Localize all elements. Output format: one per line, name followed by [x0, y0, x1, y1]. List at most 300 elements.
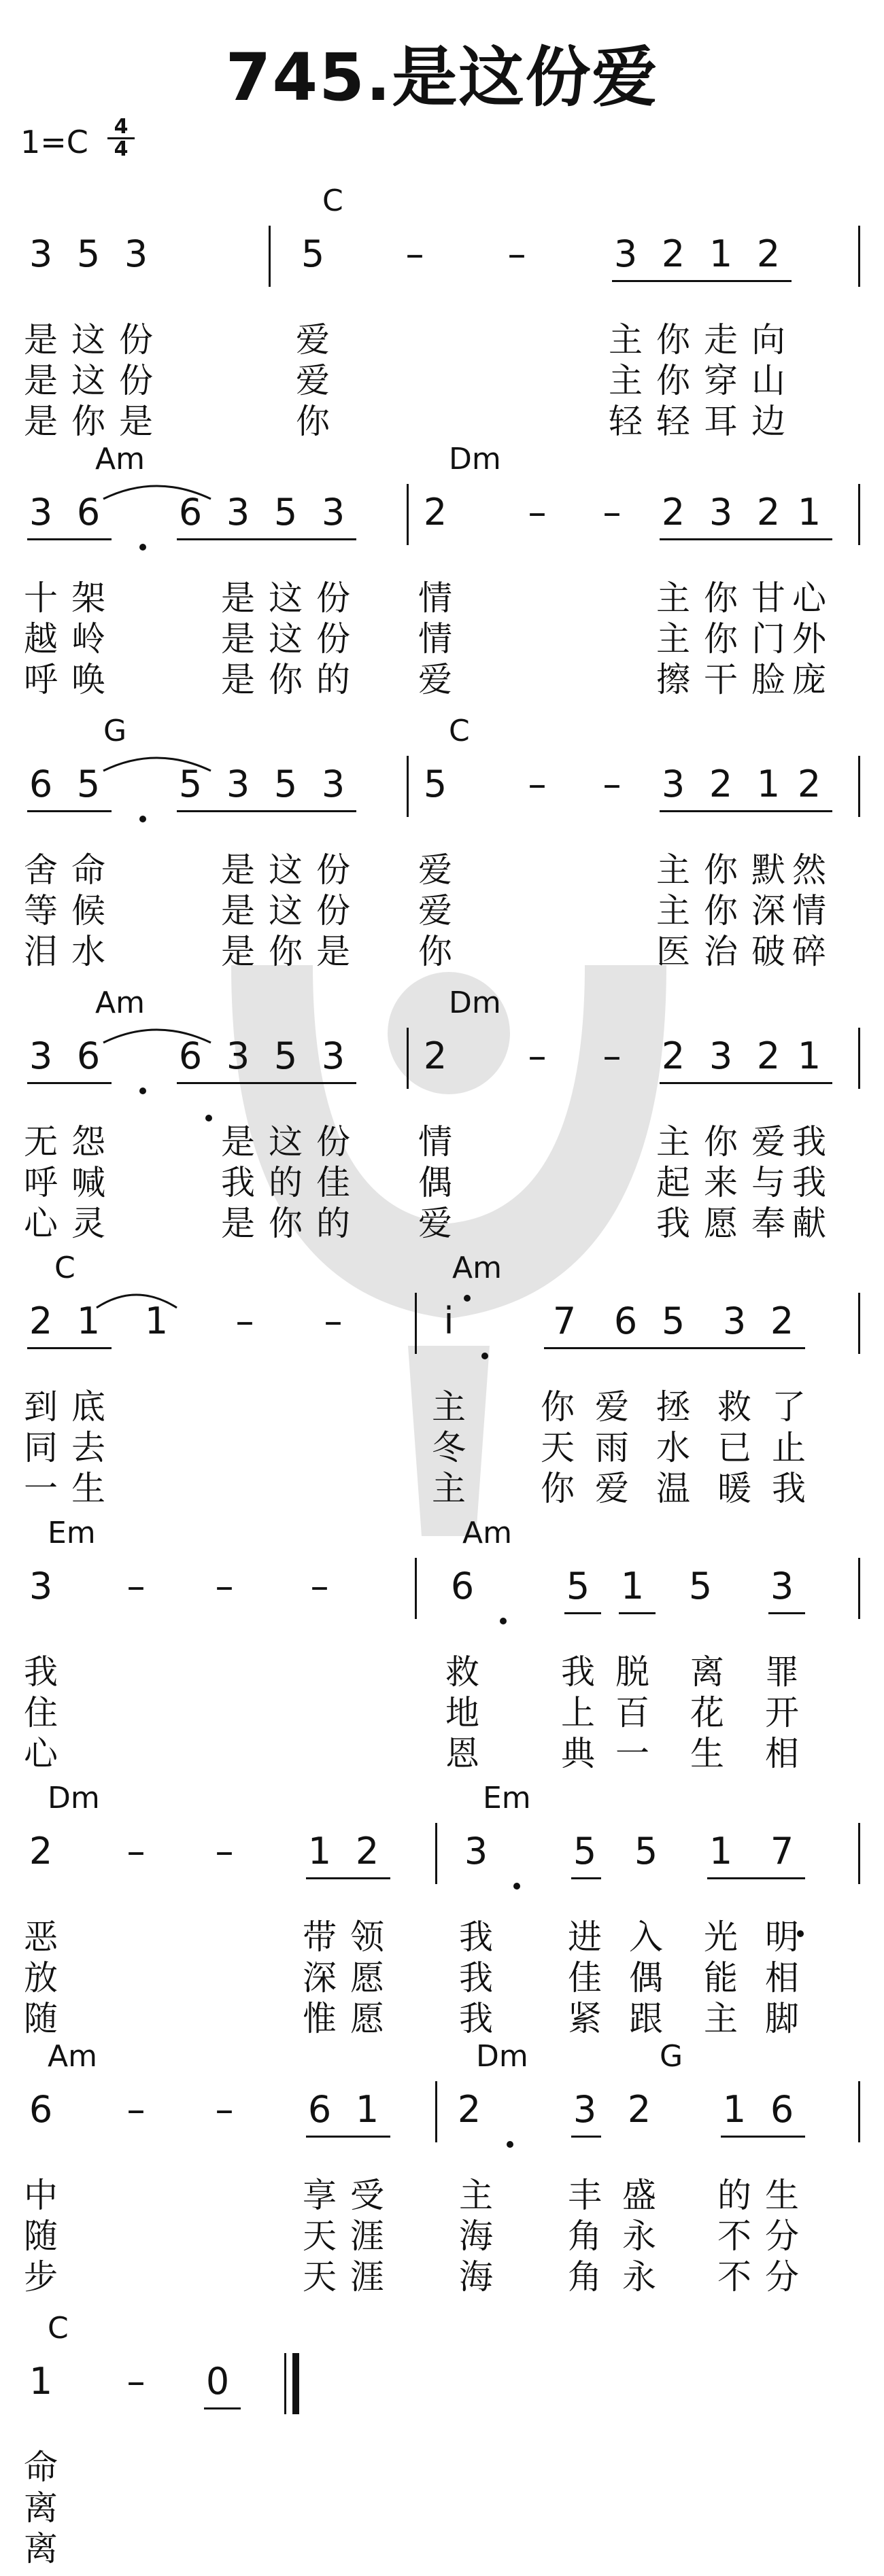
- jianpu-note: 3: [29, 232, 53, 275]
- final-bar-thin: [284, 2353, 286, 2414]
- lyric-char: 心: [792, 578, 826, 618]
- chord-symbol: C: [322, 184, 343, 218]
- lyric-char: 的: [269, 1163, 303, 1202]
- jianpu-note: 1: [620, 1565, 645, 1607]
- lyric-char: 山: [751, 361, 785, 400]
- bar-line: [407, 484, 409, 545]
- lyric-char: 不: [717, 2216, 751, 2256]
- lyric-char: 是: [221, 1122, 255, 1162]
- lyric-char: 的: [717, 2176, 751, 2215]
- jianpu-note: 6: [770, 2088, 794, 2131]
- jianpu-note: 3: [321, 1034, 345, 1077]
- lyric-char: 脸: [751, 660, 785, 699]
- lyric-char: 主: [656, 850, 690, 890]
- bar-line: [858, 1293, 860, 1354]
- chord-symbol: Am: [95, 986, 145, 1020]
- score-system: [0, 986, 884, 1251]
- jianpu-note: 5: [573, 1830, 597, 1873]
- lyric-char: 碎: [792, 932, 826, 971]
- lyric-char: 不: [717, 2257, 751, 2297]
- lyric-char: 医: [656, 932, 690, 971]
- lyric-char: 你: [656, 320, 690, 360]
- dash-note: –: [215, 1565, 234, 1607]
- lyric-char: 生: [690, 1734, 724, 1773]
- lyric-char: 我: [459, 1999, 493, 2038]
- lyric-char: 爱: [751, 1122, 785, 1162]
- duration-dot: [139, 816, 146, 822]
- lyric-char: 外: [792, 619, 826, 659]
- jianpu-note: 6: [29, 2088, 53, 2131]
- beam-underline: [660, 538, 832, 540]
- lyric-char: 佳: [568, 1958, 602, 1998]
- lyric-char: 中: [24, 2176, 58, 2215]
- lyric-char: 份: [119, 320, 153, 360]
- duration-dot: [481, 1353, 488, 1359]
- lyric-char: 是: [221, 619, 255, 659]
- lyric-char: 唤: [71, 660, 105, 699]
- lyric-char: 受: [350, 2176, 384, 2215]
- bar-line: [415, 1558, 417, 1619]
- jianpu-note: 5: [301, 232, 325, 275]
- dash-note: –: [126, 2360, 146, 2403]
- jianpu-note: 1: [76, 1300, 101, 1342]
- jianpu-note: 3: [722, 1300, 747, 1342]
- beam-underline: [768, 1612, 805, 1614]
- chord-symbol: Em: [48, 1516, 96, 1550]
- jianpu-note: 5: [273, 1034, 298, 1077]
- score-system: [0, 184, 884, 449]
- tie-arc: [102, 476, 218, 503]
- lyric-char: 主: [704, 1999, 738, 2038]
- lyric-char: 到: [24, 1387, 58, 1427]
- duration-dot: [139, 544, 146, 551]
- bar-line: [407, 1028, 409, 1089]
- lyric-char: 干: [704, 660, 738, 699]
- lyric-char: 入: [629, 1917, 663, 1957]
- jianpu-note: i: [443, 1300, 454, 1342]
- lyric-char: 罪: [765, 1652, 799, 1692]
- beam-underline: [306, 1877, 390, 1879]
- jianpu-note: 6: [450, 1565, 475, 1607]
- lyric-char: 怨: [71, 1122, 105, 1162]
- lyric-char: 海: [459, 2257, 493, 2297]
- chord-symbol: C: [48, 2311, 69, 2346]
- final-bar-thick: [292, 2353, 299, 2414]
- lyric-char: 份: [316, 891, 350, 930]
- score-system: [0, 442, 884, 707]
- jianpu-note: 1: [756, 763, 781, 805]
- score-system: [0, 1516, 884, 1781]
- lyric-char: 喊: [71, 1163, 105, 1202]
- lyric-char: 天: [303, 2216, 337, 2256]
- lyric-char: 主: [609, 320, 643, 360]
- duration-dot: [507, 2141, 513, 2148]
- jianpu-note: 5: [688, 1565, 713, 1607]
- lyric-char: 十: [24, 578, 58, 618]
- jianpu-note: 2: [29, 1830, 53, 1873]
- lyric-char: 享: [303, 2176, 337, 2215]
- lyric-char: 雨: [595, 1428, 629, 1467]
- lyric-char: 是: [24, 320, 58, 360]
- lyric-char: 生: [765, 2176, 799, 2215]
- dash-note: –: [528, 491, 547, 534]
- lyric-char: 主: [656, 619, 690, 659]
- lyric-char: 是: [221, 578, 255, 618]
- jianpu-note: 6: [178, 491, 203, 534]
- jianpu-note: 3: [661, 763, 685, 805]
- lyric-char: 丰: [568, 2176, 602, 2215]
- bar-line: [858, 226, 860, 287]
- lyric-char: 明: [765, 1917, 799, 1957]
- lyric-char: 是: [24, 402, 58, 441]
- lyric-char: 这: [269, 1122, 303, 1162]
- lyric-char: 步: [24, 2257, 58, 2297]
- lyric-char: 越: [24, 619, 58, 659]
- beam-underline: [721, 2136, 805, 2138]
- lyric-char: 起: [656, 1163, 690, 1202]
- lyric-char: 随: [24, 1999, 58, 2038]
- lyric-char: 永: [622, 2216, 656, 2256]
- lyric-char: 你: [269, 660, 303, 699]
- lyric-char: 我: [772, 1469, 806, 1508]
- lyric-char: 份: [119, 361, 153, 400]
- lyric-char: 主: [656, 1122, 690, 1162]
- lyric-char: 穿: [704, 361, 738, 400]
- dash-note: –: [215, 1830, 234, 1873]
- lyric-char: 拯: [656, 1387, 690, 1427]
- lyric-char: 住: [24, 1693, 58, 1733]
- chord-symbol: C: [54, 1251, 75, 1285]
- bar-line: [858, 756, 860, 817]
- lyric-char: 边: [751, 402, 785, 441]
- lyric-char: 爱: [418, 1204, 452, 1243]
- chord-symbol: G: [103, 714, 127, 748]
- lyric-char: 轻: [609, 402, 643, 441]
- lyric-char: 光: [704, 1917, 738, 1957]
- beam-underline: [571, 1877, 601, 1879]
- lyric-char: 深: [303, 1958, 337, 1998]
- beam-underline: [27, 538, 112, 540]
- lyric-char: 角: [568, 2257, 602, 2297]
- lyric-char: 离: [690, 1652, 724, 1692]
- lyric-char: 主: [609, 361, 643, 400]
- beam-underline: [177, 1082, 356, 1084]
- jianpu-note: 7: [770, 1830, 794, 1873]
- lyric-char: 冬: [432, 1428, 466, 1467]
- jianpu-note: 3: [29, 491, 53, 534]
- lyric-char: 爱: [418, 850, 452, 890]
- lyric-char: 愿: [350, 1999, 384, 2038]
- lyric-char: 灵: [71, 1204, 105, 1243]
- lyric-char: 爱: [595, 1387, 629, 1427]
- lyric-char: 能: [704, 1958, 738, 1998]
- duration-dot: [139, 1087, 146, 1094]
- beam-underline: [204, 2407, 241, 2409]
- lyric-char: 你: [269, 1204, 303, 1243]
- bar-line: [269, 226, 271, 287]
- jianpu-note: 6: [29, 763, 53, 805]
- lyric-char: 这: [269, 850, 303, 890]
- lyric-char: 我: [561, 1652, 595, 1692]
- score-system: [0, 2039, 884, 2304]
- lyric-char: 角: [568, 2216, 602, 2256]
- dash-note: –: [507, 232, 526, 275]
- lyric-char: 百: [615, 1693, 649, 1733]
- jianpu-note: 5: [661, 1300, 685, 1342]
- jianpu-note: 6: [307, 2088, 332, 2131]
- dash-note: –: [405, 232, 424, 275]
- jianpu-note: 3: [464, 1830, 488, 1873]
- lyric-char: 爱: [418, 891, 452, 930]
- jianpu-note: 6: [613, 1300, 638, 1342]
- jianpu-note: 3: [709, 1034, 733, 1077]
- jianpu-note: 5: [566, 1565, 590, 1607]
- lyric-char: 治: [704, 932, 738, 971]
- chord-symbol: Am: [95, 442, 145, 476]
- lyric-char: 主: [432, 1387, 466, 1427]
- lyric-char: 相: [765, 1958, 799, 1998]
- dash-note: –: [602, 1034, 622, 1077]
- lyric-char: 愿: [704, 1204, 738, 1243]
- lyric-char: 随: [24, 2216, 58, 2256]
- lyric-char: 水: [71, 932, 105, 971]
- lyric-char: 门: [751, 619, 785, 659]
- dash-note: –: [126, 2088, 146, 2131]
- lyric-char: 天: [303, 2257, 337, 2297]
- jianpu-note: 2: [770, 1300, 794, 1342]
- lyric-char: 来: [704, 1163, 738, 1202]
- jianpu-note: 2: [756, 1034, 781, 1077]
- lyric-char: 一: [615, 1734, 649, 1773]
- jianpu-note: 5: [273, 763, 298, 805]
- lyric-char: 地: [445, 1693, 479, 1733]
- lyric-char: 轻: [656, 402, 690, 441]
- jianpu-note: 1: [709, 232, 733, 275]
- lyric-char: 破: [751, 932, 785, 971]
- dash-note: –: [528, 763, 547, 805]
- lyric-char: 情: [418, 619, 452, 659]
- lyric-char: 花: [690, 1693, 724, 1733]
- lyric-char: 心: [24, 1204, 58, 1243]
- lyric-char: 是: [316, 932, 350, 971]
- jianpu-note: 1: [709, 1830, 733, 1873]
- lyric-char: 是: [119, 402, 153, 441]
- lyric-char: 我: [792, 1122, 826, 1162]
- lyric-char: 分: [765, 2257, 799, 2297]
- lyric-char: 主: [432, 1469, 466, 1508]
- lyric-char: 耳: [704, 402, 738, 441]
- lyric-char: 份: [316, 578, 350, 618]
- lyric-char: 救: [445, 1652, 479, 1692]
- bar-line: [858, 484, 860, 545]
- jianpu-note: 2: [355, 1830, 379, 1873]
- lyric-char: 情: [792, 891, 826, 930]
- lyric-char: 我: [656, 1204, 690, 1243]
- lyric-char: 架: [71, 578, 105, 618]
- lyric-char: 这: [269, 578, 303, 618]
- lyric-char: 呼: [24, 1163, 58, 1202]
- lyric-char: 暖: [717, 1469, 751, 1508]
- jianpu-note: 2: [756, 491, 781, 534]
- lyric-char: 温: [656, 1469, 690, 1508]
- lyric-char: 是: [221, 850, 255, 890]
- lyric-char: 佳: [316, 1163, 350, 1202]
- dash-note: –: [215, 2088, 234, 2131]
- lyric-char: 奉: [751, 1204, 785, 1243]
- chord-symbol: Em: [483, 1781, 531, 1815]
- lyric-char: 涯: [350, 2216, 384, 2256]
- lyric-char: 已: [717, 1428, 751, 1467]
- lyric-char: 与: [751, 1163, 785, 1202]
- lyric-char: 你: [704, 891, 738, 930]
- score-system: [0, 1781, 884, 2046]
- lyric-char: 你: [704, 578, 738, 618]
- bar-line: [435, 1823, 437, 1884]
- lyric-char: 擦: [656, 660, 690, 699]
- beam-underline: [177, 810, 356, 812]
- lyric-char: 典: [561, 1734, 595, 1773]
- jianpu-note: 1: [797, 491, 821, 534]
- lyric-char: 我: [792, 1163, 826, 1202]
- dash-note: –: [126, 1830, 146, 1873]
- lyric-char: 了: [772, 1387, 806, 1427]
- lyric-char: 这: [71, 320, 105, 360]
- jianpu-note: 3: [770, 1565, 794, 1607]
- chord-symbol: Dm: [48, 1781, 100, 1815]
- lyric-char: 是: [24, 361, 58, 400]
- lyric-char: 涯: [350, 2257, 384, 2297]
- lyric-char: 永: [622, 2257, 656, 2297]
- jianpu-note: 5: [273, 491, 298, 534]
- jianpu-note: 3: [613, 232, 638, 275]
- jianpu-note: 3: [226, 491, 250, 534]
- lyric-char: 的: [316, 1204, 350, 1243]
- chord-symbol: Dm: [449, 986, 501, 1020]
- lyric-char: 然: [792, 850, 826, 890]
- jianpu-note: 1: [29, 2360, 53, 2403]
- tie-arc: [102, 748, 218, 775]
- lyric-char: 生: [71, 1469, 105, 1508]
- lyric-char: 爱: [296, 361, 330, 400]
- jianpu-note: 2: [661, 232, 685, 275]
- lyric-char: 甘: [751, 578, 785, 618]
- dash-note: –: [235, 1300, 254, 1342]
- jianpu-note: 3: [321, 491, 345, 534]
- lyric-char: 候: [71, 891, 105, 930]
- score-system: [0, 2311, 884, 2576]
- lyric-char: 深: [751, 891, 785, 930]
- dash-note: –: [602, 491, 622, 534]
- lyric-char: 心: [24, 1734, 58, 1773]
- lyric-char: 爱: [296, 320, 330, 360]
- jianpu-note: 5: [76, 763, 101, 805]
- lyric-char: 去: [71, 1428, 105, 1467]
- jianpu-note: 1: [797, 1034, 821, 1077]
- lyric-char: 你: [418, 932, 452, 971]
- lyric-char: 带: [303, 1917, 337, 1957]
- jianpu-note: 2: [29, 1300, 53, 1342]
- lyric-char: 这: [269, 891, 303, 930]
- lyric-char: 偶: [418, 1163, 452, 1202]
- beam-underline: [707, 1877, 805, 1879]
- jianpu-note: 3: [709, 491, 733, 534]
- jianpu-note: 1: [355, 2088, 379, 2131]
- lyric-char: 是: [221, 932, 255, 971]
- lyric-char: 命: [71, 850, 105, 890]
- lyric-char: 恩: [445, 1734, 479, 1773]
- lyric-char: 献: [792, 1204, 826, 1243]
- chord-symbol: Dm: [449, 442, 501, 476]
- lyric-char: 分: [765, 2216, 799, 2256]
- beam-underline: [27, 810, 112, 812]
- lyric-char: 放: [24, 1958, 58, 1998]
- lyric-char: 舍: [24, 850, 58, 890]
- lyric-char: 情: [418, 578, 452, 618]
- lyric-char: 底: [71, 1387, 105, 1427]
- jianpu-note: 2: [627, 2088, 651, 2131]
- lyric-char: 这: [71, 361, 105, 400]
- lyric-char: 你: [71, 402, 105, 441]
- lyric-char: 爱: [595, 1469, 629, 1508]
- lyric-char: 泪: [24, 932, 58, 971]
- bar-line: [858, 1028, 860, 1089]
- jianpu-note: 0: [205, 2360, 230, 2403]
- lyric-char: 默: [751, 850, 785, 890]
- lyric-char: 开: [765, 1693, 799, 1733]
- lyric-char: 偶: [629, 1958, 663, 1998]
- lyric-char: 上: [561, 1693, 595, 1733]
- lyric-char: 水: [656, 1428, 690, 1467]
- tie-arc: [102, 1020, 218, 1047]
- lyric-char: 领: [350, 1917, 384, 1957]
- chord-symbol: Dm: [476, 2039, 528, 2074]
- lyric-char: 你: [704, 1122, 738, 1162]
- jianpu-note: 2: [457, 2088, 481, 2131]
- bar-line: [415, 1293, 417, 1354]
- lyric-char: 主: [656, 891, 690, 930]
- lyric-char: 的: [316, 660, 350, 699]
- duration-dot: [500, 1618, 507, 1624]
- lyric-char: 份: [316, 619, 350, 659]
- jianpu-note: 2: [797, 763, 821, 805]
- lyric-char: 等: [24, 891, 58, 930]
- duration-dot: [205, 1115, 212, 1121]
- lyric-char: 跟: [629, 1999, 663, 2038]
- time-signature-bottom: 4: [114, 137, 129, 161]
- jianpu-note: 6: [76, 491, 101, 534]
- score-system: [0, 1251, 884, 1516]
- lyric-char: 你: [541, 1469, 575, 1508]
- beam-underline: [660, 810, 832, 812]
- beam-underline: [619, 1612, 656, 1614]
- lyric-char: 救: [717, 1387, 751, 1427]
- lyric-char: 爱: [418, 660, 452, 699]
- dash-note: –: [324, 1300, 343, 1342]
- beam-underline: [612, 280, 792, 282]
- bar-line: [858, 1558, 860, 1619]
- dash-note: –: [602, 763, 622, 805]
- lyric-char: 呼: [24, 660, 58, 699]
- dash-note: –: [310, 1565, 329, 1607]
- lyric-char: 向: [751, 320, 785, 360]
- dash-note: –: [528, 1034, 547, 1077]
- lyric-char: 相: [765, 1734, 799, 1773]
- jianpu-note: 3: [226, 763, 250, 805]
- lyric-char: 盛: [622, 2176, 656, 2215]
- lyric-char: 你: [541, 1387, 575, 1427]
- lyric-char: 情: [418, 1122, 452, 1162]
- jianpu-note: 7: [552, 1300, 577, 1342]
